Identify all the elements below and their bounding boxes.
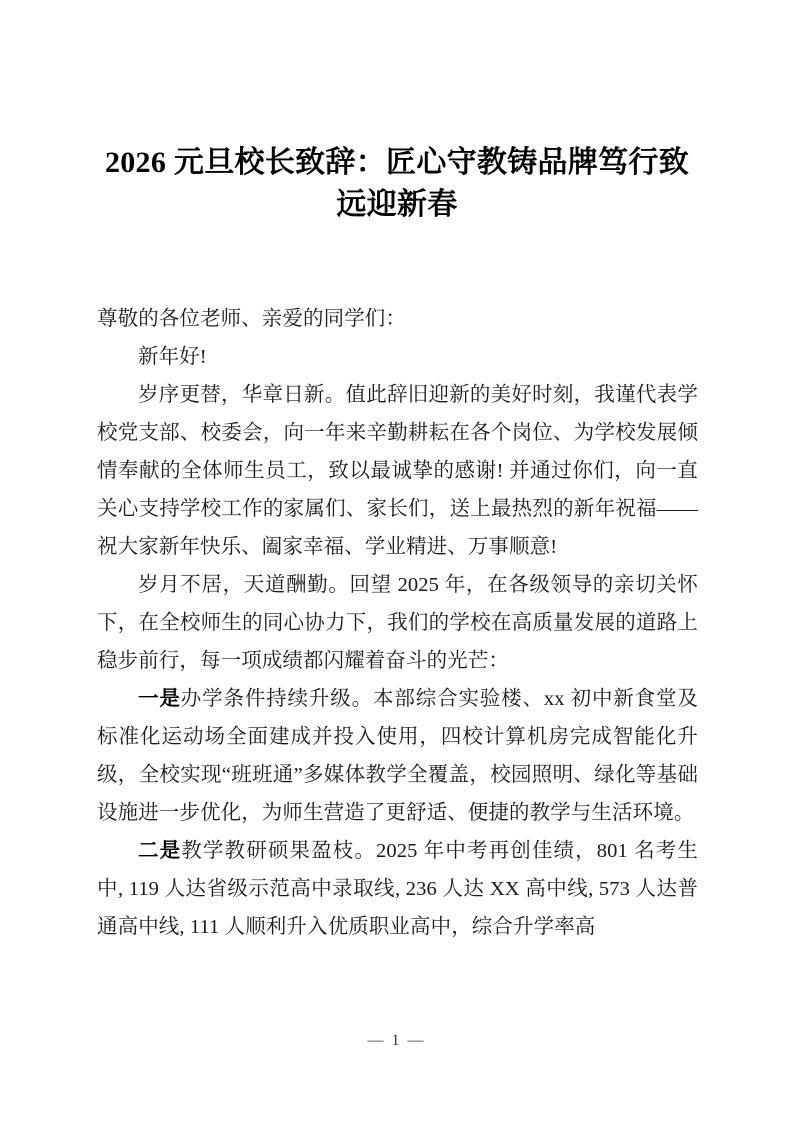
point-1 <box>97 680 698 832</box>
page-number-footer: — 1 — <box>367 1032 426 1049</box>
point-1-text: 办学条件持续升级。本部综合实验楼、xx 初中新食堂及标准化运动场全面建成并投入使用，四校计算机房完成智能化升级，全校实现“班班通”多媒体教学全覆盖，校园照明、绿化等基础设施进一步优化，为师生营造了更舒适、便捷的教学与生活环境。 <box>97 688 698 824</box>
greeting-line: 新年好! <box>138 346 207 368</box>
point-2-text: 教学教研硕果盈枝。2025 年中考再创佳绩，801 名考生中, 119 人达省级示范高中录取线, 236 人达 XX 高中线, 573 人达普通高中线, 111 人顺利升入优质职业高中，综合升学率高 <box>97 840 698 938</box>
paragraph-2: 岁月不居，天道酬勤。回望 2025 年，在各级领导的亲切关怀下，在全校师生的同心协力下，我们的学校在高质量发展的道路上稳步前行，每一项成绩都闪耀着奋斗的光芒： <box>97 574 698 672</box>
point-2-lead: 二是 <box>138 840 182 862</box>
point-2 <box>97 832 698 946</box>
document-title: 2026 元旦校长致辞：匠心守教铸品牌笃行致远迎新春 <box>104 146 690 221</box>
point-1-lead: 一是 <box>138 688 181 710</box>
salutation-line: 尊敬的各位老师、亲爱的同学们： <box>97 308 406 330</box>
paragraph-1: 岁序更替，华章日新。值此辞旧迎新的美好时刻，我谨代表学校党支部、校委会，向一年来辛勤耕耘在各个岗位、为学校发展倾情奉献的全体师生员工，致以最诚挚的感谢! 并通过你们，向一直关心支持学校工作的家属们、家长们，送上最热烈的新年祝福——祝大家新年快乐、阖家幸福、学业精进、万事顺意! <box>97 384 698 558</box>
document-body <box>97 300 698 946</box>
